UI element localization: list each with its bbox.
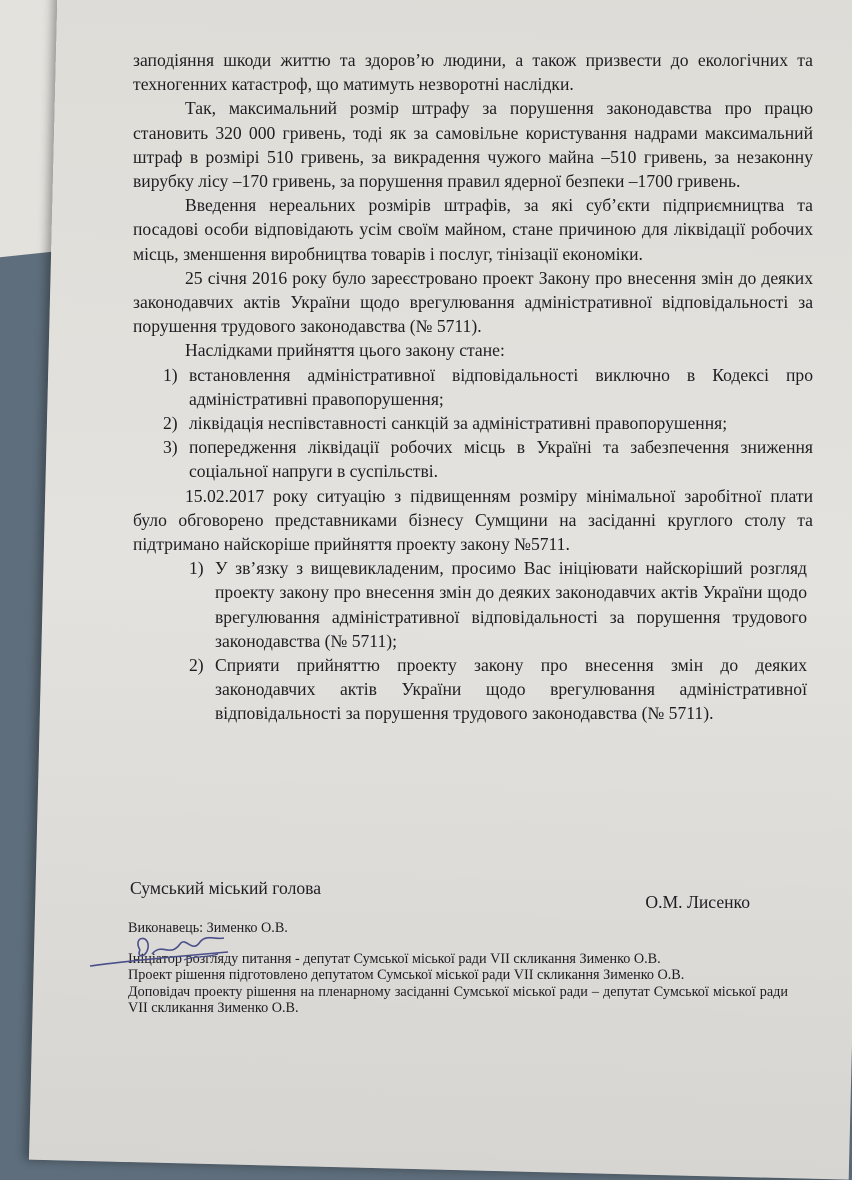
executor-line: Виконавець: Зименко О.В. xyxy=(128,920,288,936)
handwritten-signature-icon xyxy=(88,928,238,978)
signatory-name: О.М. Лисенко xyxy=(645,892,750,912)
list-text: Сприяти прийняттю проекту закону про внесення змін до деяких законодавчих актів України щодо врегулювання адміністративної відповідальності за порушення трудового законодавства (№ 5711). xyxy=(215,655,807,724)
document-body xyxy=(133,48,813,726)
list-text: ліквідація неспівставності санкцій за адміністративні правопорушення; xyxy=(189,413,728,434)
paragraph-5: Наслідками прийняття цього закону стане: xyxy=(185,340,505,361)
paragraph-3: Введення нереальних розмірів штрафів, за які суб’єкти підприємництва та посадові особи відповідають усім своїм майном, стане причиною для ліквідації робочих місць, зменшення виробництва товарів і послуг, тінізації економіки. xyxy=(133,195,813,264)
list-item xyxy=(189,653,807,726)
list-text: попередження ліквідації робочих місць в Україні та забезпечення зниження соціальної напруги в суспільстві. xyxy=(189,437,813,482)
list-number: 2) xyxy=(163,413,178,434)
list-number: 2) xyxy=(189,655,204,676)
prepared-by-line: Проект рішення підготовлено депутатом Сумської міської ради VII скликання Зименко О.В. xyxy=(128,967,685,983)
speaker-line: Доповідач проекту рішення на пленарному засіданні Сумської міської ради – депутат Сумської міської ради VII скликання Зименко О.В. xyxy=(128,983,788,1016)
list-item xyxy=(189,556,807,653)
signatory-position: Сумський міський голова xyxy=(130,878,322,898)
consequences-list xyxy=(163,363,813,484)
paragraph-4: 25 січня 2016 року було зареєстровано проект Закону про внесення змін до деяких законодавчих актів України щодо врегулювання адміністративної відповідальності за порушення трудового законодавства (№ 5711). xyxy=(133,267,813,337)
list-text: У зв’язку з вищевикладеним, просимо Вас ініціювати найскоріший розгляд проекту закону про внесення змін до деяких законодавчих актів України щодо врегулювання адміністративної відповідальності за порушення трудового законодавства (№ 5711); xyxy=(215,558,807,651)
list-text: встановлення адміністративної відповідальності виключно в Кодексі про адміністративні правопорушення; xyxy=(189,364,813,409)
initiator-line: Ініціатор розгляду питання - депутат Сумської міської ради VII скликання Зименко О.В. xyxy=(128,950,661,967)
paragraph-6: 15.02.2017 року ситуацію з підвищенням розміру мінімальної заробітної плати було обговорено представниками бізнесу Сумщини на засіданні круглого столу та підтримано найскоріше прийняття проекту закону №5711. xyxy=(133,485,813,555)
list-item xyxy=(163,435,813,483)
list-item xyxy=(163,411,813,435)
list-number: 1) xyxy=(189,558,204,579)
paragraph-2: Так, максимальний розмір штрафу за порушення законодавства про працю становить 320 000 гривень, тоді як за самовільне користування надрами максимальний штраф в розмірі 510 гривень, за викрадення чужого майна –510 гривень, за незаконну вирубку лісу –170 гривень, за порушення правил ядерної безпеки –1700 гривень. xyxy=(133,98,813,192)
list-number: 1) xyxy=(163,364,178,385)
list-number: 3) xyxy=(163,437,178,458)
paragraph-1: заподіяння шкоди життю та здоров’ю людини, а також призвести до екологічних та техногенних катастроф, що матимуть незворотні наслідки. xyxy=(133,50,813,95)
requests-list xyxy=(189,556,807,725)
list-item xyxy=(163,363,813,411)
